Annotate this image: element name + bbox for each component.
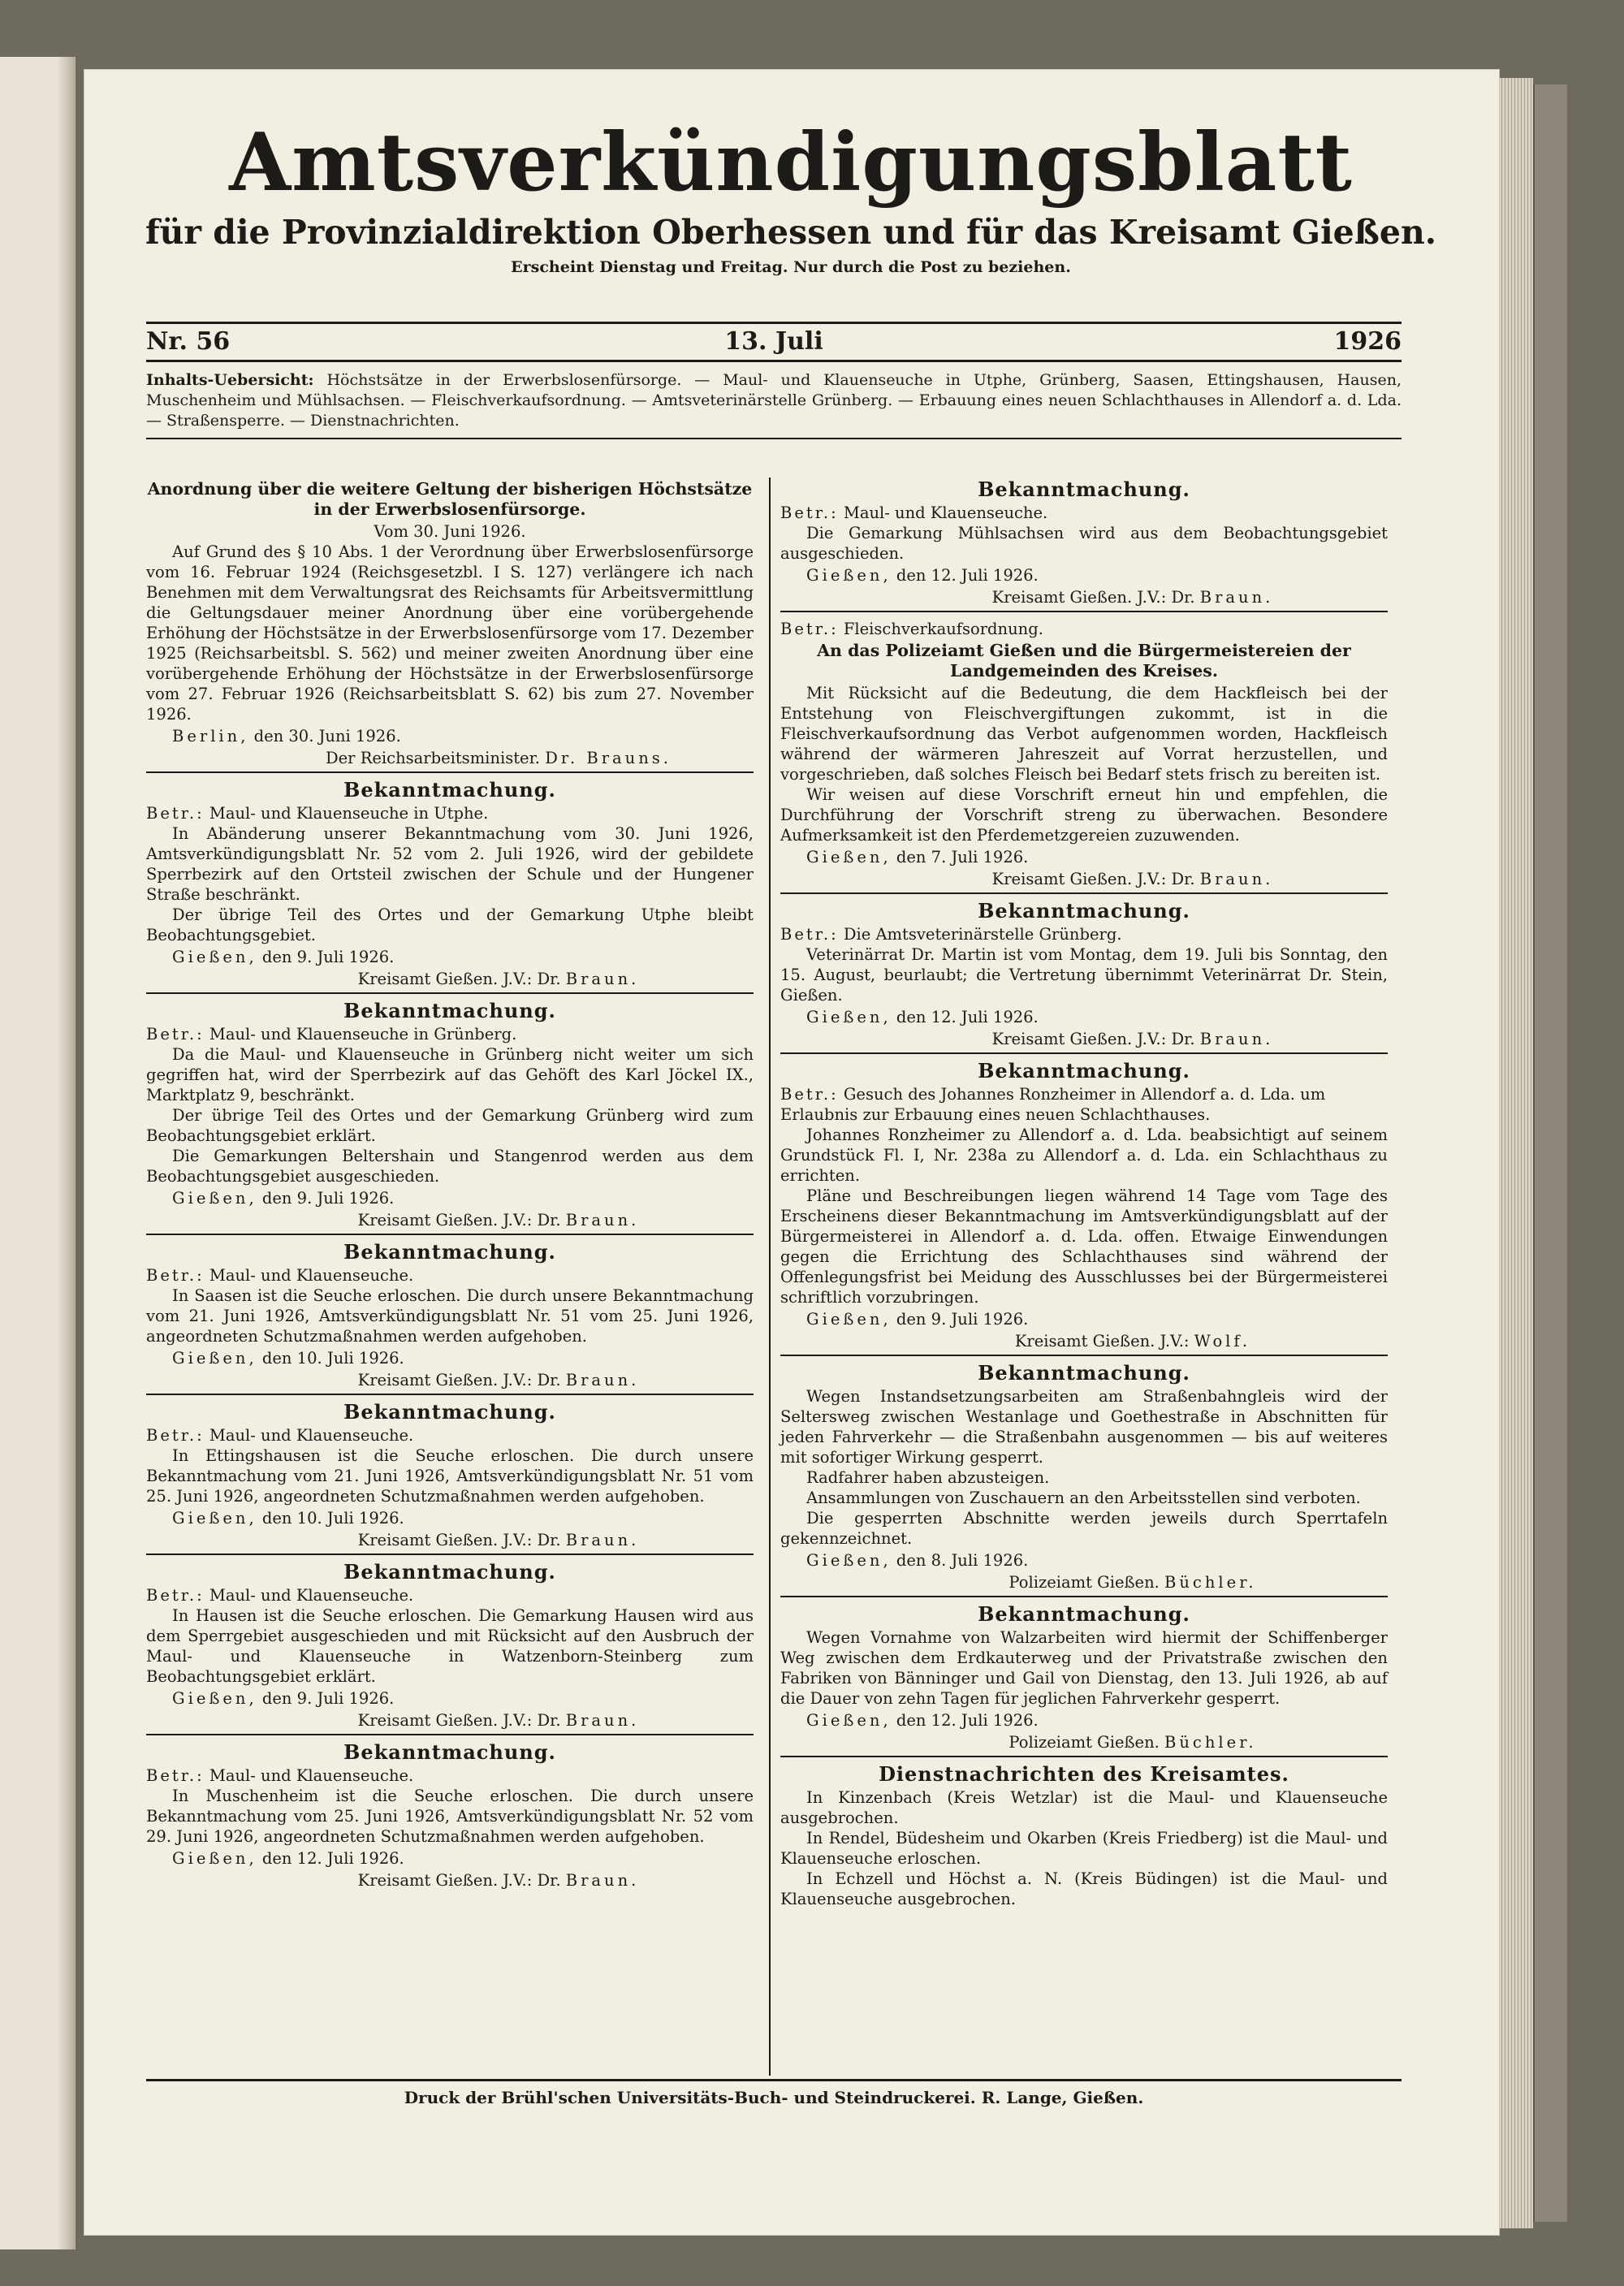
contents-label: Inhalts-Uebersicht:: [146, 371, 314, 389]
notice-place-date: [172, 1348, 754, 1368]
notice-place-date: [172, 1188, 754, 1208]
notice-place-date: [172, 726, 754, 746]
notice-paragraph: Johannes Ronzheimer zu Allendorf a. d. Lda. beabsichtigt auf seinem Grundstück Fl. I, Nr. 238a zu Allendorf a. d. Lda. ein Schlachthaus zu errichten.: [780, 1126, 1388, 1185]
notice-heading: Bekanntmachung.: [978, 1602, 1190, 1626]
signature-office: Kreisamt Gießen. J.V.: Dr.: [357, 1531, 561, 1549]
notice-place-date: [172, 1508, 754, 1528]
place-date: den 10. Juli 1926.: [261, 1349, 404, 1368]
place-date: den 12. Juli 1926.: [896, 1711, 1039, 1730]
signature-office: Kreisamt Gießen. J.V.: Dr.: [357, 970, 561, 988]
place-date: den 9. Juli 1926.: [896, 1310, 1029, 1329]
subject-text: Maul- und Klauenseuche.: [209, 1426, 414, 1445]
notice-signature: [878, 869, 1388, 889]
subject-label: Betr.:: [146, 1766, 205, 1785]
place-date: den 10. Juli 1926.: [261, 1509, 404, 1528]
subject-text: Maul- und Klauenseuche in Grünberg.: [209, 1025, 517, 1044]
notice-block: [146, 1742, 754, 1894]
place-name: Gießen,: [172, 1349, 257, 1368]
notice-heading: Dienstnachrichten des Kreisamtes.: [879, 1762, 1289, 1786]
notice-heading: Bekanntmachung.: [343, 778, 556, 802]
place-date: den 8. Juli 1926.: [896, 1551, 1029, 1570]
notice-heading: Bekanntmachung.: [343, 1560, 556, 1584]
notice-heading: Bekanntmachung.: [978, 1059, 1190, 1083]
issue-year: 1926: [1333, 327, 1402, 356]
notice-paragraph: Die gesperrten Abschnitte werden jeweils durch Sperrtafeln gekennzeichnet.: [780, 1509, 1388, 1548]
notice-subject: [146, 1024, 754, 1044]
notice-subject: [780, 503, 1388, 523]
signature-name: Wolf.: [1194, 1332, 1251, 1350]
notice-paragraph: Mit Rücksicht auf die Bedeutung, die dem Hackfleisch bei der Entstehung von Fleischvergiftungen zukommt, ist in die Fleischverkaufsordnung das Verbot aufgenommen worden, Hackfleisch während der wärmeren Jahreszeit auf Vorrat herzustellen, und vorgeschrieben, daß solches Fleisch bei Bedarf stets frisch zu bereiten ist.: [780, 684, 1388, 784]
place-name: Gießen,: [806, 566, 892, 585]
place-name: Gießen,: [806, 1711, 892, 1730]
place-name: Gießen,: [806, 1551, 892, 1570]
notice-signature: [244, 1210, 754, 1230]
notice-signature: [244, 1370, 754, 1390]
place-name: Gießen,: [172, 1509, 257, 1528]
notice-paragraph: Wegen Instandsetzungsarbeiten am Straßenbahngleis wird der Seltersweg zwischen Westanlage und Goethestraße in Abschnitten für jeden Fahrverkehr — die Straßenbahn ausgenommen — bis auf weiteres mit sofortiger Wirkung gesperrt.: [780, 1387, 1388, 1467]
notice-paragraph: Der übrige Teil des Ortes und der Gemarkung Utphe bleibt Beobachtungsgebiet.: [146, 905, 754, 944]
notice-block: [780, 1764, 1388, 1912]
subject-label: Betr.:: [780, 503, 839, 522]
notice-paragraph: In Abänderung unserer Bekanntmachung vom 30. Juni 1926, Amtsverkündigungsblatt Nr. 52 vom 2. Juli 1926, wird der gebildete Sperrbezirk auf den Ortsteil zwischen der Schule und der Hungener Straße beschränkt.: [146, 824, 754, 904]
notice-block: [146, 780, 754, 994]
signature-office: Polizeiamt Gießen.: [1009, 1573, 1160, 1592]
place-date: den 9. Juli 1926.: [261, 1189, 395, 1208]
notice-title: An das Polizeiamt Gießen und die Bürgermeistereien der Landgemeinden des Kreises.: [817, 641, 1351, 681]
page-stack-edges: [1499, 78, 1533, 2228]
signature-name: Dr. Brauns.: [545, 749, 672, 767]
notice-block: [780, 1363, 1388, 1597]
notice-paragraph: Auf Grund des § 10 Abs. 1 der Verordnung über Erwerbslosenfürsorge vom 16. Februar 1924 (Reichsgesetzbl. I S. 127) verlängere ich nach Benehmen mit dem Verwaltungsrat des Reichsamts für Arbeitsvermittlung die Geltungsdauer meiner Anordnung über eine vorübergehende Erhöhung der Höchstsätze in der Erwerbslosenfürsorge vom 17. Dezember 1925 (Reichsarbeitsbl. S. 562) und meiner zweiten Anordnung über eine vorübergehende Erhöhung der Höchstsätze in der Erwerbslosenfürsorge vom 27. Februar 1926 (Reichsarbeitsblatt S. 62) bis zum 27. November 1926.: [146, 542, 754, 724]
place-date: den 30. Juni 1926.: [253, 727, 401, 745]
publication-frequency: Erscheint Dienstag und Freitag. Nur durch die Post zu beziehen.: [511, 258, 1071, 276]
signature-office: Kreisamt Gießen. J.V.: Dr.: [991, 588, 1195, 607]
notice-place-date: [172, 1688, 754, 1709]
signature-name: Braun.: [565, 1211, 640, 1229]
notice-subject: [146, 1585, 754, 1605]
subject-text: Maul- und Klauenseuche.: [209, 1586, 414, 1605]
printer-imprint: Druck der Brühl'schen Universitäts-Buch- und Steindruckerei. R. Lange, Gießen.: [146, 2079, 1402, 2107]
place-name: Berlin,: [172, 727, 249, 745]
place-name: Gießen,: [172, 1189, 257, 1208]
signature-name: Büchler.: [1164, 1573, 1257, 1592]
signature-name: Büchler.: [1164, 1733, 1257, 1752]
notice-heading: Bekanntmachung.: [978, 1361, 1190, 1385]
subject-label: Betr.:: [780, 620, 839, 638]
notice-signature: [244, 1530, 754, 1550]
subject-text: Maul- und Klauenseuche.: [843, 503, 1048, 522]
notice-heading: Bekanntmachung.: [343, 1400, 556, 1424]
notice-block: [146, 1000, 754, 1235]
subject-text: Gesuch des Johannes Ronzheimer in Allendorf a. d. Lda. um Erlaubnis zur Erbauung eines neuen Schlachthauses.: [780, 1085, 1326, 1124]
signature-office: Kreisamt Gießen. J.V.: Dr.: [357, 1211, 561, 1229]
subject-text: Fleischverkaufsordnung.: [843, 620, 1043, 638]
notice-block: [146, 479, 754, 773]
subject-label: Betr.:: [780, 925, 839, 944]
signature-office: Kreisamt Gießen. J.V.: Dr.: [357, 1871, 561, 1890]
notice-paragraph: Die Gemarkung Mühlsachsen wird aus dem Beobachtungsgebiet ausgeschieden.: [780, 524, 1388, 563]
signature-name: Braun.: [565, 1711, 640, 1730]
notice-subject: [780, 924, 1388, 944]
notice-paragraph: Pläne und Beschreibungen liegen während 14 Tage vom Tage des Erscheinens dieser Bekanntmachung im Amtsverkündigungsblatt auf der Bürgermeisterei in Allendorf a. d. Lda. offen. Etwaige Einwendungen gegen die Errichtung des Schlachthauses sind während der Offenlegungsfrist bei Meidung des Ausschlusses bei der Bürgermeisterei schriftlich vorzubringen.: [780, 1186, 1388, 1307]
place-name: Gießen,: [172, 948, 257, 966]
subject-label: Betr.:: [146, 1426, 205, 1445]
place-name: Gießen,: [806, 848, 892, 866]
notice-heading: Bekanntmachung.: [343, 1240, 556, 1264]
signature-office: Kreisamt Gießen. J.V.:: [1014, 1332, 1190, 1350]
notice-subject: [146, 1425, 754, 1445]
notice-signature: [878, 1331, 1388, 1351]
signature-name: Braun.: [565, 1531, 640, 1549]
notice-block: [780, 1604, 1388, 1757]
book-cover-edge: [1533, 84, 1567, 2222]
notice-signature: [244, 1710, 754, 1731]
notice-paragraph: In Echzell und Höchst a. N. (Kreis Büdingen) ist die Maul- und Klauenseuche ausgebrochen.: [780, 1869, 1388, 1908]
notice-signature: [244, 969, 754, 989]
notice-place-date: [806, 1007, 1388, 1027]
notice-heading: Bekanntmachung.: [978, 478, 1190, 501]
place-date: den 12. Juli 1926.: [896, 1008, 1039, 1026]
notice-heading: Bekanntmachung.: [978, 899, 1190, 923]
signature-name: Braun.: [565, 1371, 640, 1389]
notice-paragraph: Der übrige Teil des Ortes und der Gemarkung Grünberg wird zum Beobachtungsgebiet erklärt.: [146, 1106, 754, 1145]
subject-label: Betr.:: [146, 804, 205, 823]
notice-paragraph: In Saasen ist die Seuche erloschen. Die durch unsere Bekanntmachung vom 21. Juni 1926, Amtsverkündigungsblatt Nr. 51 vom 25. Juni 1926, angeordneten Schutzmaßnahmen werden aufgehoben.: [146, 1286, 754, 1346]
notice-block: [780, 901, 1388, 1054]
signature-name: Braun.: [1199, 588, 1274, 607]
notice-paragraph: Wegen Vornahme von Walzarbeiten wird hiermit der Schiffenberger Weg zwischen dem Erdkauterweg und der Privatstraße zwischen den Fabriken von Bänninger und Gail von Dienstag, den 13. Juli 1926, ab auf die Dauer von zehn Tagen für jeglichen Fahrverkehr gesperrt.: [780, 1628, 1388, 1708]
notice-place-date: [172, 1848, 754, 1869]
notice-signature: [878, 1732, 1388, 1752]
left-column: [146, 478, 754, 1900]
notice-paragraph: Die Gemarkungen Beltershain und Stangenrod werden aus dem Beobachtungsgebiet ausgeschieden.: [146, 1147, 754, 1186]
notice-paragraph: Radfahrer haben abzusteigen.: [806, 1468, 1050, 1487]
signature-office: Der Reichsarbeitsminister.: [326, 749, 540, 767]
right-column: [780, 478, 1388, 1919]
notice-place-date: [806, 847, 1388, 867]
notice-paragraph: In Muschenheim ist die Seuche erloschen. Die durch unsere Bekanntmachung vom 25. Juni 1926, Amtsverkündigungsblatt Nr. 52 vom 29. Juni 1926, angeordneten Schutzmaßnahmen werden aufgehoben.: [146, 1787, 754, 1846]
notice-signature: [878, 1029, 1388, 1049]
subject-text: Maul- und Klauenseuche.: [209, 1766, 414, 1785]
signature-name: Braun.: [1199, 870, 1274, 888]
place-date: den 9. Juli 1926.: [261, 948, 395, 966]
publication-subtitle: für die Provinzialdirektion Oberhessen und für das Kreisamt Gießen.: [145, 213, 1437, 252]
notice-heading: Bekanntmachung.: [343, 999, 556, 1022]
notice-subject: [780, 619, 1388, 639]
notice-place-date: [172, 947, 754, 967]
signature-office: Polizeiamt Gießen.: [1009, 1733, 1160, 1752]
notice-block: [146, 1242, 754, 1395]
subject-text: Maul- und Klauenseuche in Utphe.: [209, 804, 489, 823]
notice-subject: [146, 1765, 754, 1786]
left-page-edge: [0, 57, 76, 2249]
notice-subject: [146, 1265, 754, 1286]
notice-place-date: [806, 1710, 1388, 1731]
notice-signature: [244, 1870, 754, 1891]
notice-paragraph: In Rendel, Büdesheim und Okarben (Kreis Friedberg) ist die Maul- und Klauenseuche erloschen.: [780, 1829, 1388, 1868]
place-name: Gießen,: [806, 1310, 892, 1329]
notice-block: [780, 1061, 1388, 1356]
issue-number: Nr. 56: [146, 327, 231, 356]
notice-paragraph: In Kinzenbach (Kreis Wetzlar) ist die Maul- und Klauenseuche ausgebrochen.: [780, 1788, 1388, 1827]
notice-paragraph: In Hausen ist die Seuche erloschen. Die Gemarkung Hausen wird aus dem Sperrgebiet ausgeschieden und mit Rücksicht auf den Ausbruch der Maul- und Klauenseuche in Watzenborn-Steinberg zum Beobachtungsgebiet erklärt.: [146, 1606, 754, 1686]
contents-text: Höchstsätze in der Erwerbslosenfürsorge. — Maul- und Klauenseuche in Utphe, Grünberg, Saasen, Ettingshausen, Hausen, Muschenheim und Mühlsachsen. — Fleischverkaufsordnung. — Amtsveterinärstelle Grünberg. — Erbauung eines neuen Schlachthauses in Allendorf a. d. Lda. — Straßensperre. — Dienstnachrichten.: [146, 371, 1402, 430]
subject-label: Betr.:: [146, 1586, 205, 1605]
subject-label: Betr.:: [146, 1266, 205, 1285]
signature-name: Braun.: [565, 1871, 640, 1890]
notice-place-date: [806, 1309, 1388, 1329]
notice-block: [780, 619, 1388, 894]
subject-label: Betr.:: [780, 1085, 839, 1104]
notice-block: [146, 1562, 754, 1735]
place-date: den 12. Juli 1926.: [896, 566, 1039, 585]
masthead: [133, 116, 1449, 276]
subject-label: Betr.:: [146, 1025, 205, 1044]
notice-paragraph: Ansammlungen von Zuschauern an den Arbeitsstellen sind verboten.: [806, 1489, 1361, 1507]
newspaper-page: [84, 70, 1499, 2235]
column-divider: [769, 478, 771, 2076]
notice-paragraph: Veterinärrat Dr. Martin ist vom Montag, dem 19. Juli bis Sonntag, den 15. August, beurlaubt; die Vertretung übernimmt Veterinärrat Dr. Stein, Gießen.: [780, 945, 1388, 1005]
notice-block: [146, 1402, 754, 1555]
place-date: den 7. Juli 1926.: [896, 848, 1029, 866]
notice-date: Vom 30. Juni 1926.: [374, 522, 526, 541]
notice-signature: [878, 587, 1388, 607]
notice-place-date: [806, 565, 1388, 586]
signature-office: Kreisamt Gießen. J.V.: Dr.: [357, 1711, 561, 1730]
subject-text: Die Amtsveterinärstelle Grünberg.: [843, 925, 1122, 944]
notice-block: [780, 479, 1388, 612]
place-date: den 9. Juli 1926.: [261, 1689, 395, 1708]
notice-signature: [878, 1572, 1388, 1592]
signature-office: Kreisamt Gießen. J.V.: Dr.: [357, 1371, 561, 1389]
notice-signature: [244, 748, 754, 768]
notice-subject: [780, 1084, 1388, 1125]
issue-bar: [146, 322, 1402, 362]
table-of-contents: [146, 370, 1402, 439]
signature-name: Braun.: [1199, 1030, 1274, 1048]
notice-heading: Bekanntmachung.: [343, 1740, 556, 1764]
signature-office: Kreisamt Gießen. J.V.: Dr.: [991, 870, 1195, 888]
issue-date: 13. Juli: [724, 327, 823, 356]
notice-paragraph: In Ettingshausen ist die Seuche erloschen. Die durch unsere Bekanntmachung vom 21. Juni 1926, Amtsverkündigungsblatt Nr. 51 vom 25. Juni 1926, angeordneten Schutzmaßnahmen werden aufgehoben.: [146, 1446, 754, 1506]
signature-office: Kreisamt Gießen. J.V.: Dr.: [991, 1030, 1195, 1048]
publication-title: Amtsverkündigungsblatt: [229, 116, 1353, 210]
notice-subject: [146, 803, 754, 823]
notice-title: Anordnung über die weitere Geltung der bisherigen Höchstsätze in der Erwerbslosenfürsorge.: [147, 479, 753, 519]
signature-name: Braun.: [565, 970, 640, 988]
place-name: Gießen,: [172, 1849, 257, 1868]
notice-paragraph: Wir weisen auf diese Vorschrift erneut hin und empfehlen, die Durchführung der Vorschrift streng zu überwachen. Besondere Aufmerksamkeit ist den Pferdemetzgereien zuzuwenden.: [780, 785, 1388, 845]
notice-place-date: [806, 1550, 1388, 1571]
place-name: Gießen,: [806, 1008, 892, 1026]
place-date: den 12. Juli 1926.: [261, 1849, 404, 1868]
place-name: Gießen,: [172, 1689, 257, 1708]
subject-text: Maul- und Klauenseuche.: [209, 1266, 414, 1285]
notice-paragraph: Da die Maul- und Klauenseuche in Grünberg nicht weiter um sich gegriffen hat, wird der Sperrbezirk auf das Gehöft des Karl Jöckel IX., Marktplatz 9, beschränkt.: [146, 1045, 754, 1104]
